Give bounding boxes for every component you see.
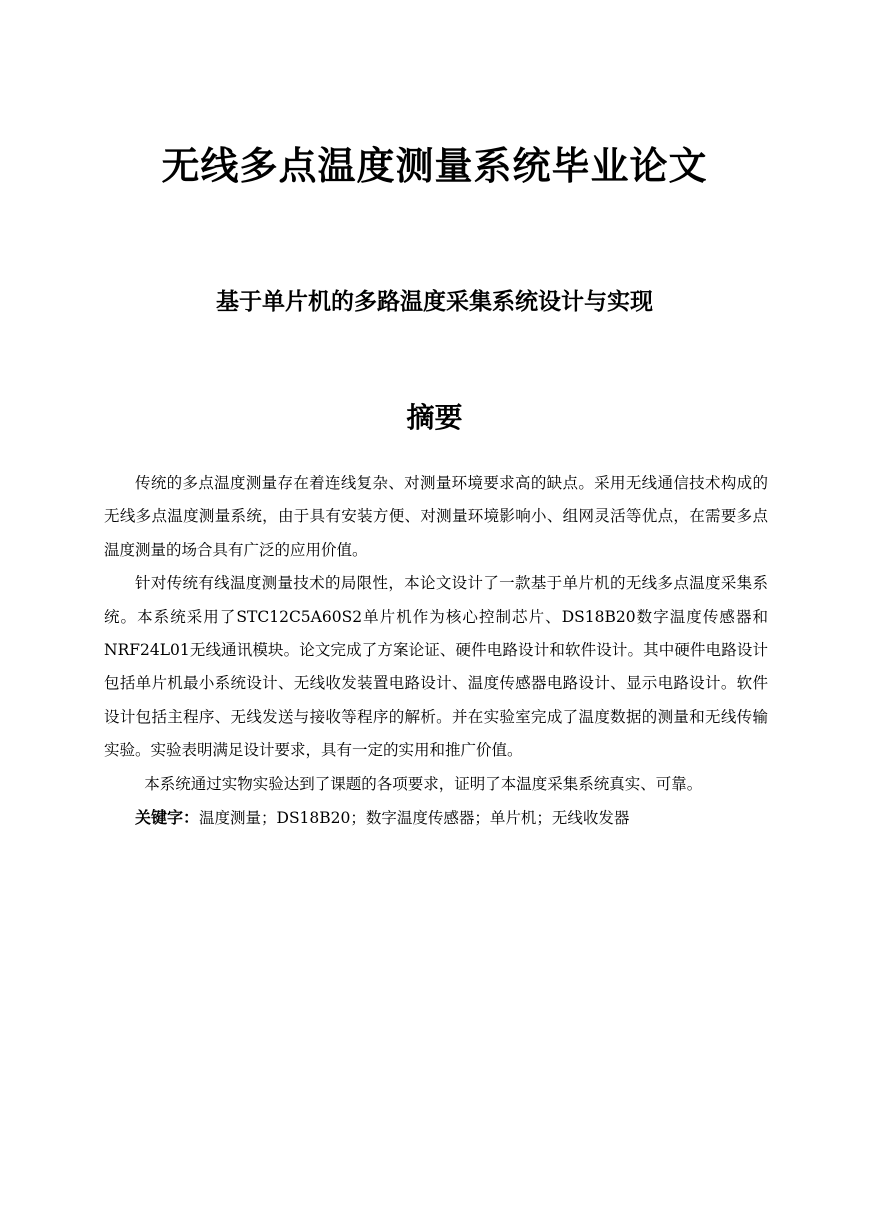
keywords-text: 温度测量；DS18B20；数字温度传感器；单片机；无线收发器 — [199, 809, 630, 828]
abstract-paragraph-2: 针对传统有线温度测量技术的局限性，本论文设计了一款基于单片机的无线多点温度采集系统。本系统采用了STC12C5A60S2单片机作为核心控制芯片、DS18B20数字温度传感器和NRF24L01无线通讯模块。论文完成了方案论证、硬件电路设计和软件设计。其中硬件电路设计包括单片机最小系统设计、无线收发装置电路设计、温度传感器电路设计、显示电路设计。软件设计包括主程序、无线发送与接收等程序的解析。并在实验室完成了温度数据的测量和无线传输实验。实验表明满足设计要求，具有一定的实用和推广价值。 — [104, 574, 768, 760]
abstract-paragraph-1: 传统的多点温度测量存在着连线复杂、对测量环境要求高的缺点。采用无线通信技术构成的无线多点温度测量系统，由于具有安装方便、对测量环境影响小、组网灵活等优点，在需要多点温度测量的场合具有广泛的应用价值。 — [104, 474, 768, 559]
abstract-body — [104, 467, 768, 835]
abstract-heading: 摘要 — [406, 401, 463, 434]
document-subtitle: 基于单片机的多路温度采集系统设计与实现 — [216, 288, 653, 315]
document-title: 无线多点温度测量系统毕业论文 — [161, 144, 708, 188]
keywords-line — [104, 801, 768, 835]
keywords-label: 关键字： — [135, 808, 200, 828]
abstract-paragraph-3: 本系统通过实物实验达到了课题的各项要求，证明了本温度采集系统真实、可靠。 — [144, 774, 703, 793]
